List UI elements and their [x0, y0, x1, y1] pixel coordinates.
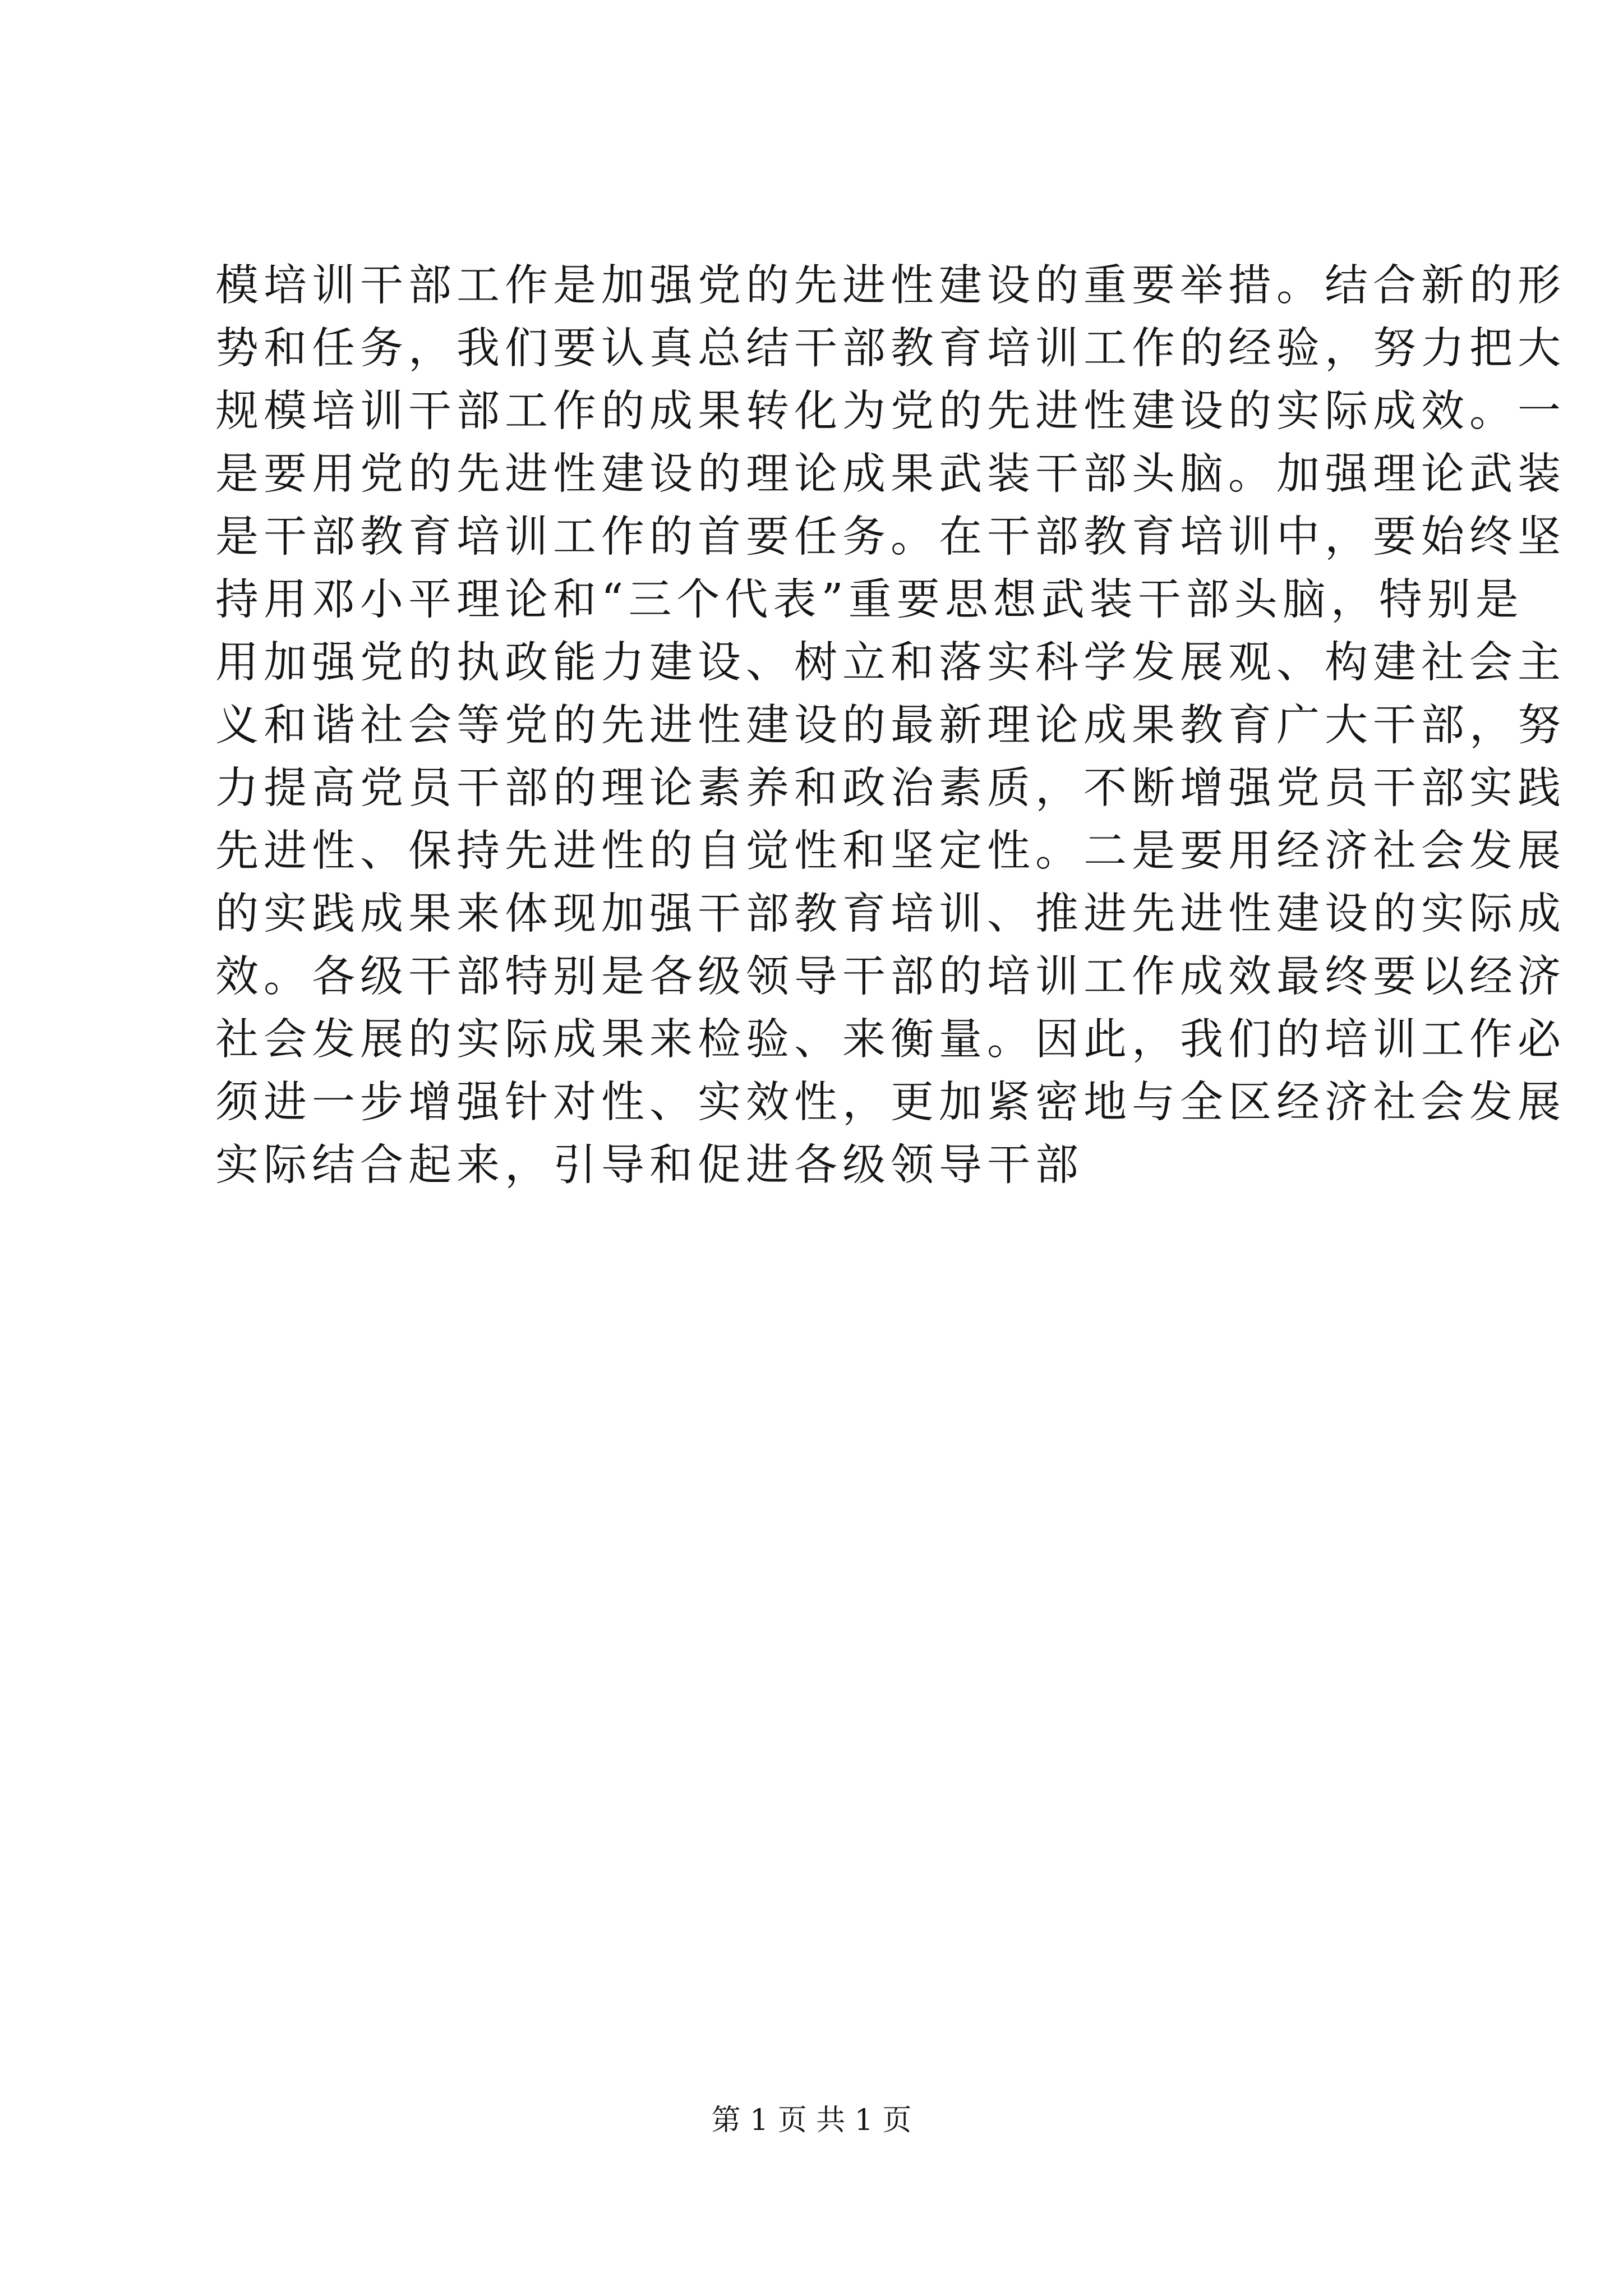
text-line: 持用邓小平理论和“三个代表”重要思想武装干部头脑，特别是 [215, 575, 1524, 625]
text-line: 义和谐社会等党的先进性建设的最新理论成果教育广大干部，努 [215, 701, 1566, 751]
text-line: 规模培训干部工作的成果转化为党的先进性建设的实际成效。一 [215, 386, 1566, 436]
text-line: 实际结合起来，引导和促进各级领导干部 [215, 1140, 1083, 1190]
text-line: 社会发展的实际成果来检验、来衡量。因此，我们的培训工作必 [215, 1015, 1566, 1065]
text-line: 的实践成果来体现加强干部教育培训、推进先进性建设的实际成 [215, 889, 1566, 939]
text-line: 先进性、保持先进性的自觉性和坚定性。二是要用经济社会发展 [215, 826, 1566, 876]
text-line: 须进一步增强针对性、实效性，更加紧密地与全区经济社会发展 [215, 1078, 1566, 1128]
text-line: 效。各级干部特别是各级领导干部的培训工作成效最终要以经济 [215, 952, 1566, 1002]
body-paragraph [215, 255, 1566, 1197]
page-number-footer: 第 1 页 共 1 页 [711, 2104, 912, 2137]
text-line: 是要用党的先进性建设的理论成果武装干部头脑。加强理论武装 [215, 449, 1566, 499]
text-line: 模培训干部工作是加强党的先进性建设的重要举措。结合新的形 [215, 261, 1566, 311]
text-line: 力提高党员干部的理论素养和政治素质，不断增强党员干部实践 [215, 763, 1566, 813]
text-line: 用加强党的执政能力建设、树立和落实科学发展观、构建社会主 [215, 638, 1566, 688]
text-line: 是干部教育培训工作的首要任务。在干部教育培训中，要始终坚 [215, 512, 1566, 562]
text-line: 势和任务，我们要认真总结干部教育培训工作的经验，努力把大 [215, 324, 1566, 374]
